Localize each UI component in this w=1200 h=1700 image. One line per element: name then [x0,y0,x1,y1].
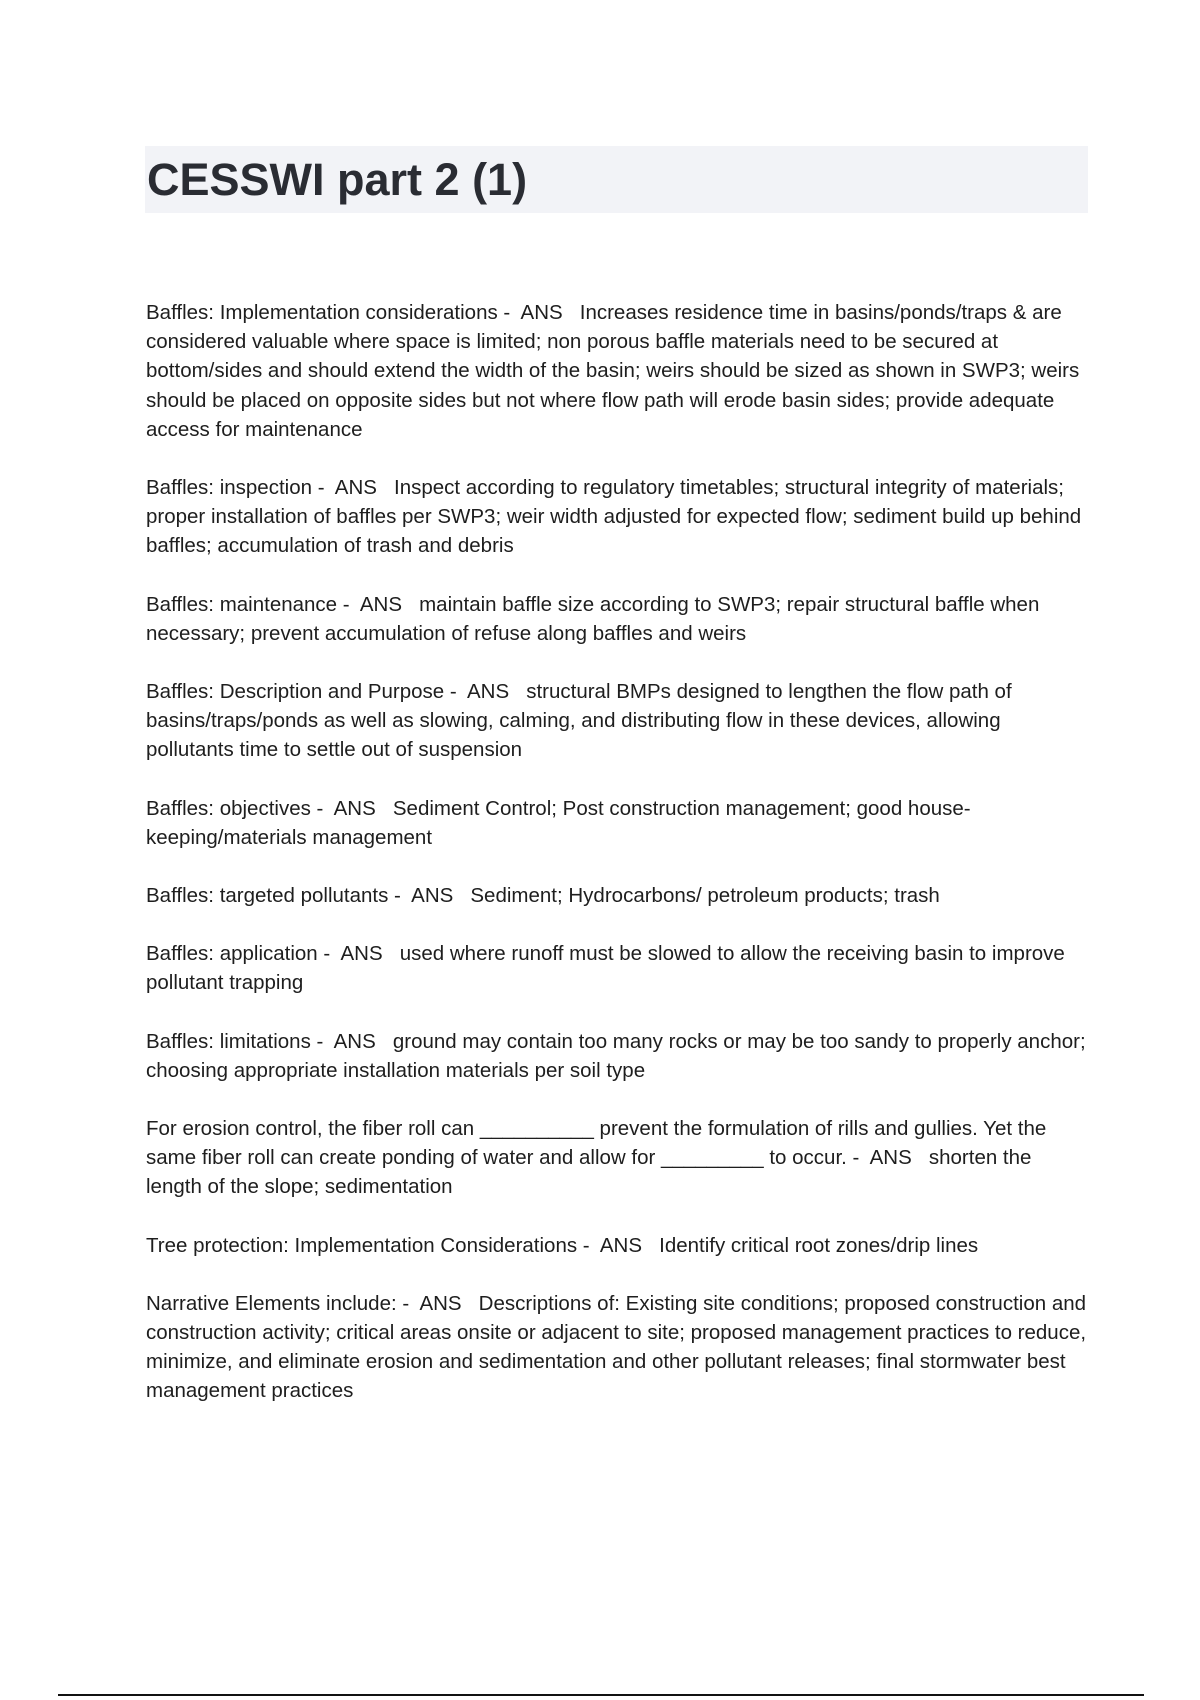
qa-entry: Baffles: Description and Purpose - ANS structural BMPs designed to lengthen the flow path of basins/traps/ponds as well as slowing, calming, and distributing flow in these devices, allowing pollutants time to settle out of suspension [146,680,1018,762]
qa-entry: For erosion control, the fiber roll can __________ prevent the formulation of rills and gullies. Yet the same fiber roll can create ponding of water and allow for _________ to occur. - ANS shorten the length of the slope; sedimentation [146,1117,1052,1199]
qa-entry: Baffles: application - ANS used where runoff must be slowed to allow the receiving basin to improve pollutant trapping [146,942,1071,995]
qa-entry: Baffles: Implementation considerations - ANS Increases residence time in basins/ponds/traps & are considered valuable where space is limited; non porous baffle materials need to be secured at bottom/sides and should extend the width of the basin; weirs should be sized as shown in SWP3; weirs should be placed on opposite sides but not where flow path will erode basin sides; provide adequate access for maintenance [146,301,1085,441]
qa-entry: Baffles: limitations - ANS ground may contain too many rocks or may be too sandy to properly anchor; choosing appropriate installation materials per soil type [146,1029,1092,1082]
qa-entry: Baffles: maintenance - ANS maintain baffle size according to SWP3; repair structural baffle when necessary; prevent accumulation of refuse along baffles and weirs [146,592,1046,645]
qa-entry: Tree protection: Implementation Considerations - ANS Identify critical root zones/drip lines [146,1233,979,1257]
footer-divider [58,1694,1144,1696]
qa-entry-list [146,298,1092,1435]
qa-entry: Baffles: objectives - ANS Sediment Control; Post construction management; good house-keeping/materials management [146,796,971,849]
qa-entry: Baffles: inspection - ANS Inspect according to regulatory timetables; structural integrity of materials; proper installation of baffles per SWP3; weir width adjusted for expected flow; sediment build up behind baffles; accumulation of trash and debris [146,476,1087,558]
title-banner [145,146,1088,213]
document-title: CESSWI part 2 (1) [147,154,528,205]
qa-entry: Narrative Elements include: - ANS Descriptions of: Existing site conditions; proposed construction and construction activity; critical areas onsite or adjacent to site; proposed management practices to reduce, minimize, and eliminate erosion and sedimentation and other pollutant releases; final stormwater best management practices [146,1291,1092,1403]
qa-entry: Baffles: targeted pollutants - ANS Sediment; Hydrocarbons/ petroleum products; trash [146,884,940,908]
